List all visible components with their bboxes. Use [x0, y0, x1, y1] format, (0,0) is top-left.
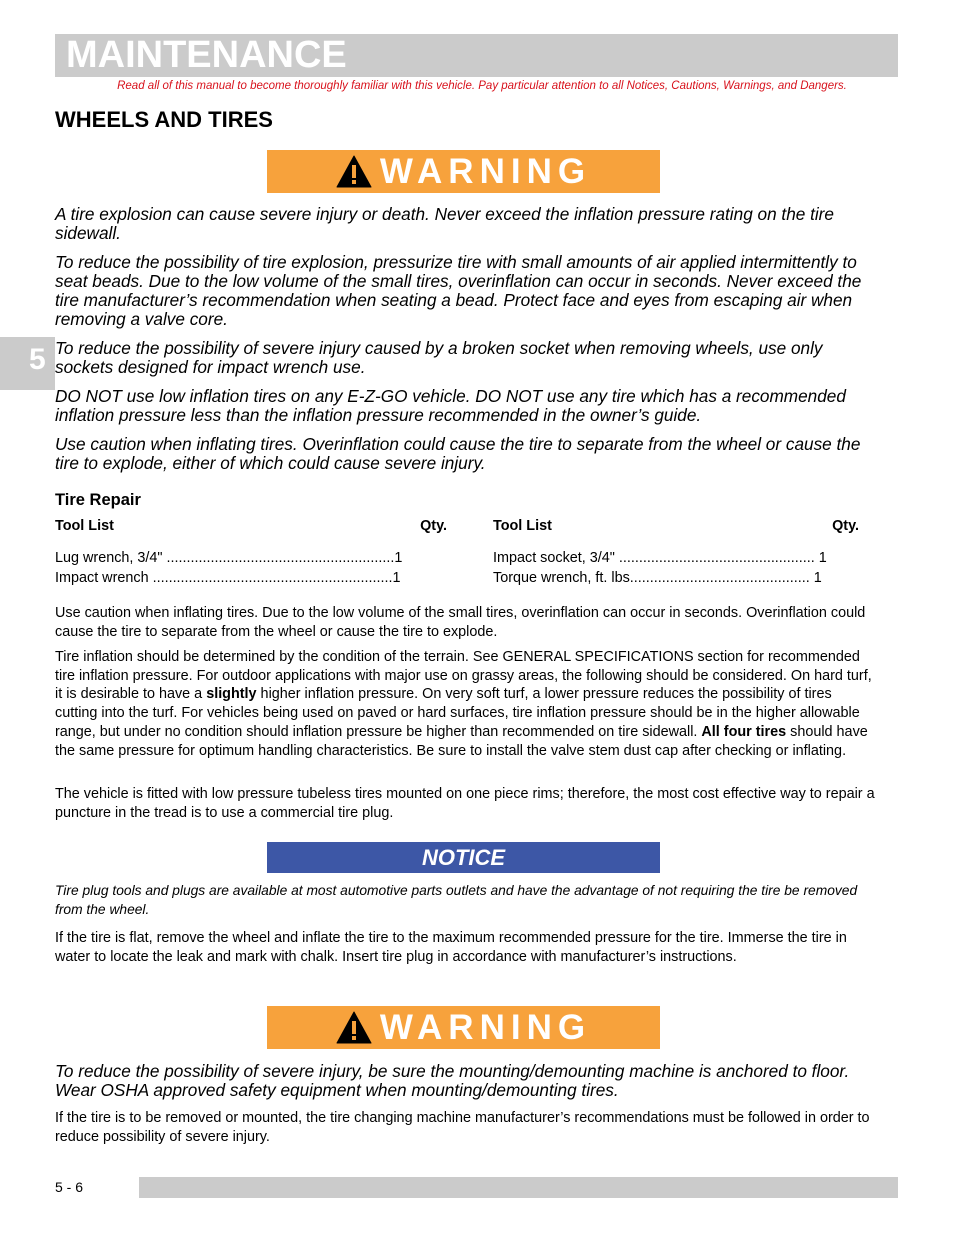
qty-label: Qty.: [420, 518, 447, 534]
warning-paragraph: To reduce the possibility of tire explosion, pressurize tire with small amounts of air applied intermittently to seat beads. Due to the low volume of the small tires, overinflation can occur in seconds. Never exceed the tire manufacturer’s recommendation when seating a bead. Protect face and eyes from escaping air when removing a valve core.: [55, 252, 862, 329]
tool-list-label: Tool List: [55, 518, 114, 534]
tool-list-label: Tool List: [493, 518, 552, 534]
tool-list-header: [493, 518, 859, 537]
warning-paragraph: To reduce the possibility of severe injury caused by a broken socket when removing wheels, use only sockets designed for impact wrench use.: [55, 338, 823, 377]
warning-paragraph: Use caution when inflating tires. Overinflation could cause the tire to separate from the wheel or cause the tire to explode, either of which could cause severe injury.: [55, 434, 861, 473]
warning-paragraph: A tire explosion can cause severe injury or death. Never exceed the inflation pressure rating on the tire sidewall.: [55, 204, 834, 243]
warning-triangle-icon: [336, 155, 372, 188]
tool-list-left: [55, 518, 447, 590]
qty-label: Qty.: [832, 518, 859, 534]
warning-banner: [267, 150, 660, 193]
body-paragraph: [55, 648, 875, 760]
page-number: 5 - 6: [55, 1179, 84, 1195]
tool-list-header: [55, 518, 447, 537]
notice-label: NOTICE: [421, 844, 506, 870]
chapter-number: 5: [29, 343, 46, 376]
warning-label: WARNING: [379, 1007, 592, 1047]
warning-triangle-icon: [336, 1011, 372, 1044]
body-paragraph: The vehicle is fitted with low pressure tubeless tires mounted on one piece rims; therefore, the most cost effective way to repair a puncture in the tread is to use a commercial tire plug.: [55, 786, 875, 821]
page-title: MAINTENANCE: [66, 34, 347, 76]
header-notice: Read all of this manual to become thoroughly familiar with this vehicle. Pay particular attention to all Notices, Cautions, Warnings, and Dangers.: [117, 80, 847, 92]
text-run: Tire inflation should be determined by the condition of the terrain. See GENERAL SPECIFICATIONS section for recommended tire inflation pressure. For outdoor applications with major use on grassy areas, the following should be considered. On hard turf, it is desirable to have a: [55, 649, 872, 703]
footer-bar: [139, 1177, 898, 1198]
bold-text: slightly: [206, 686, 257, 703]
bold-text: All four tires: [701, 723, 787, 740]
notice-banner: [267, 842, 660, 873]
section-heading: WHEELS AND TIRES: [55, 107, 273, 132]
chapter-tab: [0, 337, 55, 390]
warning-banner: [267, 1006, 660, 1049]
notice-paragraph: Tire plug tools and plugs are available at most automotive parts outlets and have the advantage of not requiring the tire be removed from the wheel.: [55, 883, 858, 917]
tool-row: Impact socket, 3/4" ................................................. 1: [493, 550, 827, 566]
tool-row: Torque wrench, ft. lbs............................................. 1: [493, 570, 822, 586]
warning-paragraph: To reduce the possibility of severe injury, be sure the mounting/demounting machine is anchored to floor. Wear OSHA approved safety equipment when mounting/demounting tires.: [55, 1061, 850, 1100]
subsection-heading: Tire Repair: [55, 491, 141, 509]
warning-paragraph: DO NOT use low inflation tires on any E-Z-GO vehicle. DO NOT use any tire which has a recommended inflation pressure less than the inflation pressure recommended in the owner’s guide.: [55, 386, 846, 425]
text-run: should have the same pressure for optimum handling characteristics. Be sure to install the valve stem dust cap after checking or inflating.: [55, 723, 868, 759]
tool-list-right: [493, 518, 859, 590]
tool-row: Impact wrench ............................................................1: [55, 570, 401, 586]
text-run: higher inflation pressure. On very soft turf, a lower pressure reduces the possibility of tires cutting into the turf. For vehicles being used on paved or hard surfaces, tire inflation pressure should be in the higher allowable range, but under no condition should inflation pressure be higher than recommended on tire sidewall.: [55, 686, 860, 740]
body-paragraph: Use caution when inflating tires. Due to the low volume of the small tires, overinflation can occur in seconds. Overinflation could cause the tire to separate from the wheel or cause the tire to explode.: [55, 605, 866, 640]
warning-label: WARNING: [379, 151, 592, 191]
body-paragraph: If the tire is flat, remove the wheel and inflate the tire to the maximum recommended pressure for the tire. Immerse the tire in water to locate the leak and mark with chalk. Insert tire plug in accordance with manufacturer’s instructions.: [55, 930, 847, 965]
tool-row: Lug wrench, 3/4" .........................................................1: [55, 550, 403, 566]
body-paragraph: If the tire is to be removed or mounted, the tire changing machine manufacturer’s recommendations must be followed in order to reduce possibility of severe injury.: [55, 1110, 870, 1145]
